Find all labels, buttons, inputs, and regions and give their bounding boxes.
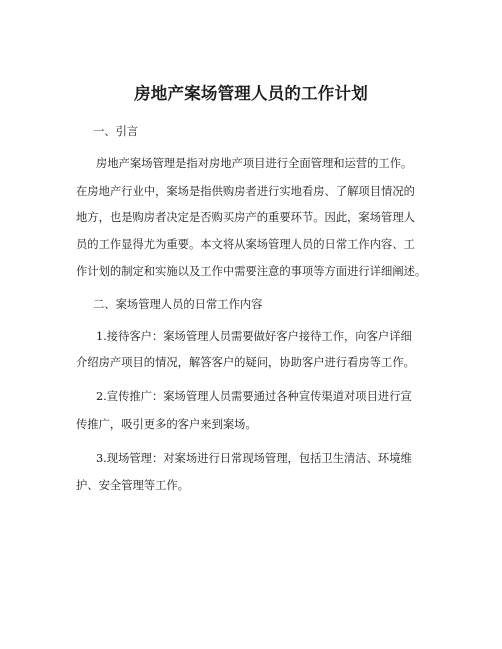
list-item-line: 传推广，吸引更多的客户来到案场。 <box>76 418 257 431</box>
section-heading-introduction: 一、引言 <box>93 125 139 138</box>
paragraph-line: 员的工作显得尤为重要。本文将从案场管理人员的日常工作内容、工 <box>76 238 415 251</box>
paragraph-line: 作计划的制定和实施以及工作中需要注意的事项等方面进行详细阐述。 <box>76 265 427 278</box>
list-item-line: 介绍房产项目的情况，解答客户的疑问，协助客户进行看房等工作。 <box>76 356 415 369</box>
list-item-line: 2.宣传推广：案场管理人员需要通过各种宣传渠道对项目进行宣 <box>96 390 412 403</box>
section-heading-daily-work: 二、案场管理人员的日常工作内容 <box>93 298 263 311</box>
list-item-line: 护、安全管理等工作。 <box>76 479 189 492</box>
list-item-line: 1.接待客户：案场管理人员需要做好客户接待工作，向客户详细 <box>96 330 412 343</box>
paragraph-line: 在房地产行业中，案场是指供购房者进行实地看房、了解项目情况的 <box>76 185 415 198</box>
paragraph-line: 房地产案场管理是指对房地产项目进行全面管理和运营的工作。 <box>96 157 413 170</box>
document-title: 房地产案场管理人员的工作计划 <box>134 84 368 103</box>
list-item-line: 3.现场管理：对案场进行日常现场管理，包括卫生清洁、环境维 <box>96 452 412 465</box>
paragraph-line: 地方，也是购房者决定是否购买房产的重要环节。因此，案场管理人 <box>76 211 415 224</box>
